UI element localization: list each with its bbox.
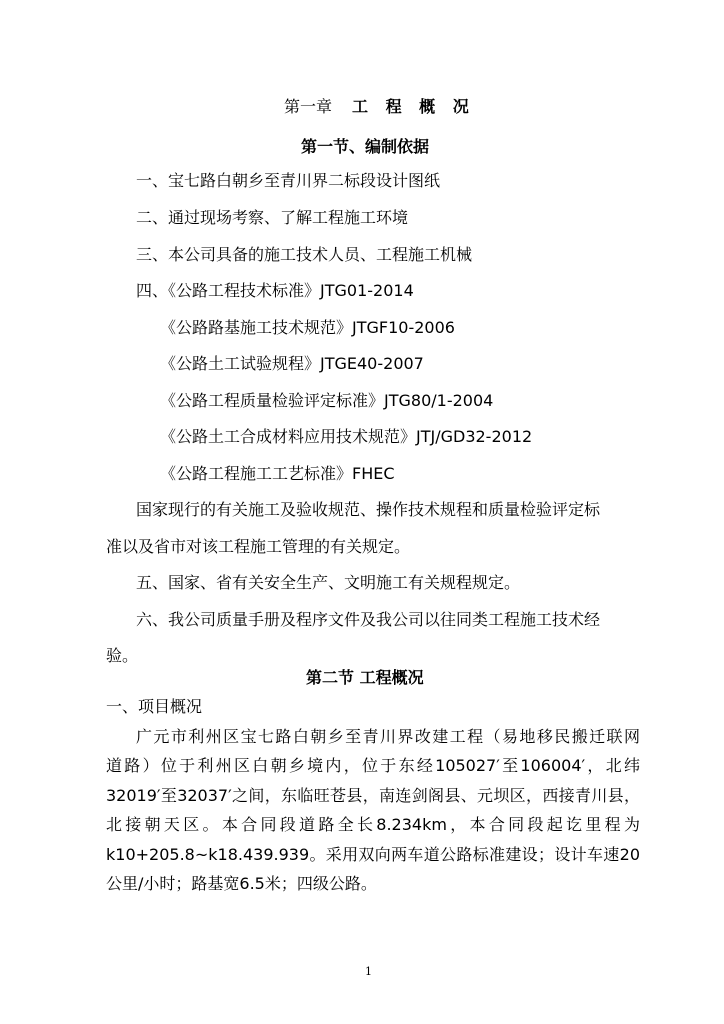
basis-item-5: 五、国家、省有关安全生产、文明施工有关规程规定。 bbox=[136, 573, 521, 592]
standard-3: 《公路工程质量检验评定标准》JTG80/1-2004 bbox=[160, 391, 494, 410]
overview-line-1: 广元市利州区宝七路白朝乡至青川界改建工程（易地移民搬迁联网 bbox=[136, 727, 640, 746]
chapter-prefix: 第一章 bbox=[284, 97, 333, 116]
overview-line-6: 公里/小时；路基宽6.5米；四级公路。 bbox=[106, 874, 377, 893]
overview-line-5: k10+205.8~k18.439.939。采用双向两车道公路标准建设；设计车速20 bbox=[106, 845, 640, 864]
basis-item-2: 二、通过现场考察、了解工程施工环境 bbox=[136, 208, 409, 227]
basis-item-4: 四、《公路工程技术标准》JTG01-2014 bbox=[136, 281, 414, 300]
project-overview-heading: 一、项目概况 bbox=[106, 697, 203, 716]
standard-2: 《公路土工试验规程》JTGE40-2007 bbox=[160, 354, 424, 373]
overview-line-2: 道路）位于利州区白朝乡境内，位于东经105027′至106004′，北纬 bbox=[106, 756, 640, 775]
chapter-title: 工 程 概 况 bbox=[352, 97, 475, 116]
standard-5: 《公路工程施工工艺标准》FHEC bbox=[160, 464, 395, 483]
basis-item-6-line-2: 验。 bbox=[106, 646, 139, 665]
page-number: 1 bbox=[365, 965, 372, 978]
standard-1: 《公路路基施工技术规范》JTGF10-2006 bbox=[160, 318, 455, 337]
standard-4: 《公路土工合成材料应用技术规范》JTJ/GD32-2012 bbox=[160, 427, 533, 446]
chapter-heading bbox=[284, 97, 475, 117]
national-para-line-2: 准以及省市对该工程施工管理的有关规定。 bbox=[106, 537, 411, 556]
overview-line-4: 北接朝天区。本合同段道路全长8.234km，本合同段起讫里程为 bbox=[106, 815, 640, 834]
section1-title: 第一节、编制依据 bbox=[301, 137, 430, 156]
basis-item-6-line-1: 六、我公司质量手册及程序文件及我公司以往同类工程施工技术经 bbox=[136, 610, 601, 629]
overview-line-3: 32019′至32037′之间，东临旺苍县，南连剑阁县、元坝区，西接青川县， bbox=[106, 786, 640, 805]
section2-title: 第二节 工程概况 bbox=[306, 668, 424, 687]
basis-item-1: 一、宝七路白朝乡至青川界二标段设计图纸 bbox=[136, 171, 441, 190]
basis-item-3: 三、本公司具备的施工技术人员、工程施工机械 bbox=[136, 245, 473, 264]
national-para-line-1: 国家现行的有关施工及验收规范、操作技术规程和质量检验评定标 bbox=[136, 500, 601, 519]
